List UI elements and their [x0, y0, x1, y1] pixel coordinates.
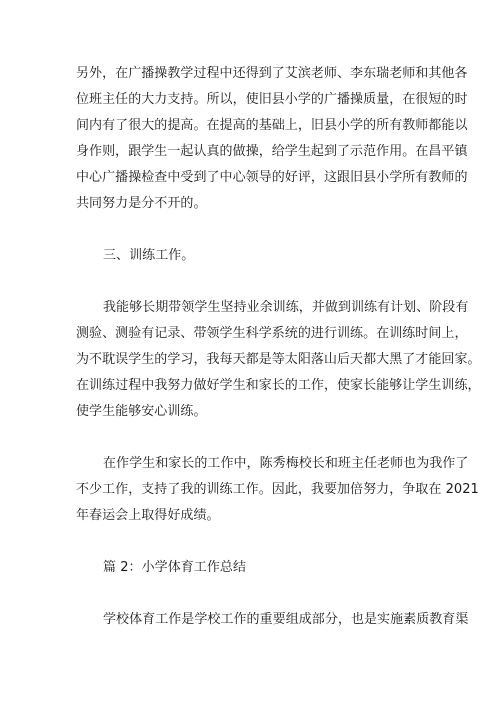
paragraph-3-line-2: 不少工作，支持了我的训练工作。因此，我要加倍努力，争取在 2021 [76, 482, 479, 497]
paragraph-1-line-5: 中心广播操检查中受到了中心领导的好评，这跟旧县小学所有教师的 [76, 170, 468, 185]
paragraph-1-line-2: 位班主任的大力支持。所以，使旧县小学的广播操质量，在很短的时 [76, 92, 468, 107]
section-heading-3: 三、训练工作。 [103, 248, 195, 263]
paragraph-2-line-2: 测验、测验有记录、带领学生科学系统的进行训练。在训练时间上， [76, 326, 468, 341]
paragraph-2-line-5: 使学生能够安心训练。 [76, 404, 207, 419]
paragraph-1-line-1: 另外，在广播操教学过程中还得到了艾滨老师、李东瑞老师和其他各 [76, 66, 468, 81]
paragraph-1-line-6: 共同努力是分不开的。 [76, 196, 207, 211]
paragraph-2-line-3: 为不耽误学生的学习，我每天都是等太阳落山后天都大黑了才能回家。 [76, 352, 481, 367]
article-2-title: 篇 2：小学体育工作总结 [103, 560, 247, 575]
paragraph-1-line-3: 间内有了很大的提高。在提高的基础上，旧县小学的所有教师都能以 [76, 118, 468, 133]
paragraph-2-line-1: 我能够长期带领学生坚持业余训练，并做到训练有计划、阶段有 [103, 300, 469, 315]
paragraph-3-line-1: 在作学生和家长的工作中，陈秀梅校长和班主任老师也为我作了 [103, 456, 469, 471]
paragraph-2-line-4: 在训练过程中我努力做好学生和家长的工作，使家长能够让学生训练， [76, 378, 481, 393]
paragraph-1-line-4: 身作则，跟学生一起认真的做操，给学生起到了示范作用。在昌平镇 [76, 144, 468, 159]
paragraph-3-line-3: 年春运会上取得好成绩。 [76, 508, 220, 523]
paragraph-4-line-1: 学校体育工作是学校工作的重要组成部分，也是实施素质教育渠 [103, 612, 469, 627]
